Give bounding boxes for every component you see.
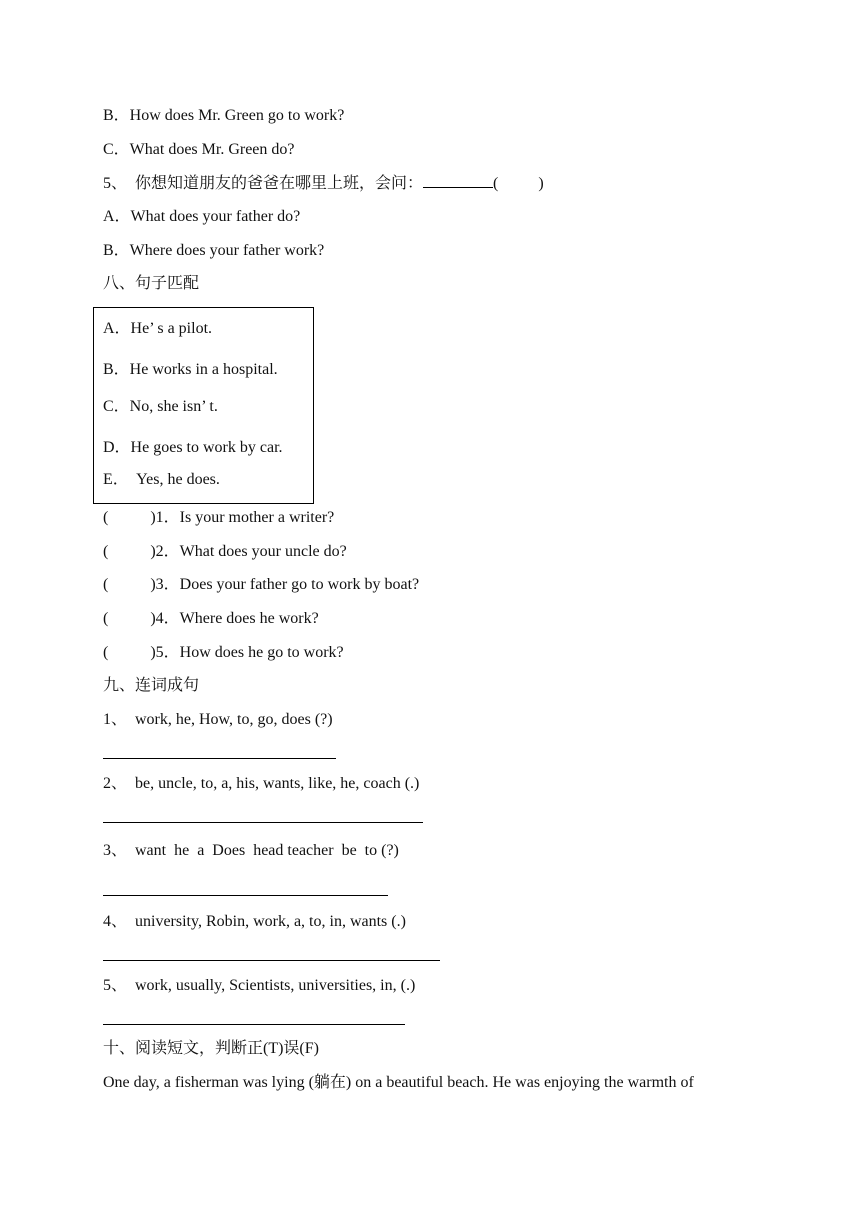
q4-option-b: B．How does Mr. Green go to work? — [103, 107, 345, 124]
section10-title: 十、阅读短文，判断正(T)误(F) — [103, 1040, 319, 1057]
passage-line-1: One day, a fisherman was lying (躺在) on a beautiful beach. He was enjoying the warmth of — [103, 1074, 694, 1091]
choice-b: B．He works in a hospital. — [103, 361, 278, 378]
choice-c: C．No, she isn’ t. — [103, 398, 218, 415]
section9-title: 九、连词成句 — [103, 677, 200, 694]
choice-e: E． Yes, he does. — [103, 471, 220, 488]
match-question-1: ( )1．Is your mother a writer? — [103, 509, 335, 526]
q5-option-a: A．What does your father do? — [103, 208, 301, 225]
answer-line-3[interactable] — [103, 895, 388, 896]
match-question-2: ( )2．What does your uncle do? — [103, 543, 347, 560]
match-question-3: ( )3．Does your father go to work by boat? — [103, 576, 420, 593]
q4-option-c: C．What does Mr. Green do? — [103, 141, 295, 158]
answer-line-2[interactable] — [103, 822, 423, 823]
answer-line-4[interactable] — [103, 960, 440, 961]
q5-answer-blank[interactable] — [423, 173, 493, 188]
reorder-item-3: 3、 want he a Does head teacher be to (?) — [103, 842, 399, 859]
answer-line-5[interactable] — [103, 1024, 405, 1025]
choice-a: A．He’ s a pilot. — [103, 320, 213, 337]
reorder-item-5: 5、 work, usually, Scientists, universities, in, (.) — [103, 977, 416, 994]
choice-d: D．He goes to work by car. — [103, 439, 283, 456]
q5-paren-open: ( — [493, 175, 499, 192]
reorder-item-1: 1、 work, he, How, to, go, does (?) — [103, 711, 333, 728]
reorder-item-4: 4、 university, Robin, work, a, to, in, wants (.) — [103, 913, 406, 930]
answer-line-1[interactable] — [103, 758, 336, 759]
reorder-item-2: 2、 be, uncle, to, a, his, wants, like, he, coach (.) — [103, 775, 420, 792]
match-question-5: ( )5．How does he go to work? — [103, 644, 344, 661]
q5-stem-line — [103, 173, 544, 194]
q5-paren-close: ) — [538, 175, 544, 192]
q5-option-b: B．Where does your father work? — [103, 242, 325, 259]
section8-title: 八、句子匹配 — [103, 275, 200, 292]
answer-choices-box — [93, 307, 314, 504]
q5-stem: 5、 你想知道朋友的爸爸在哪里上班，会问： — [103, 175, 424, 192]
match-question-4: ( )4．Where does he work? — [103, 610, 319, 627]
